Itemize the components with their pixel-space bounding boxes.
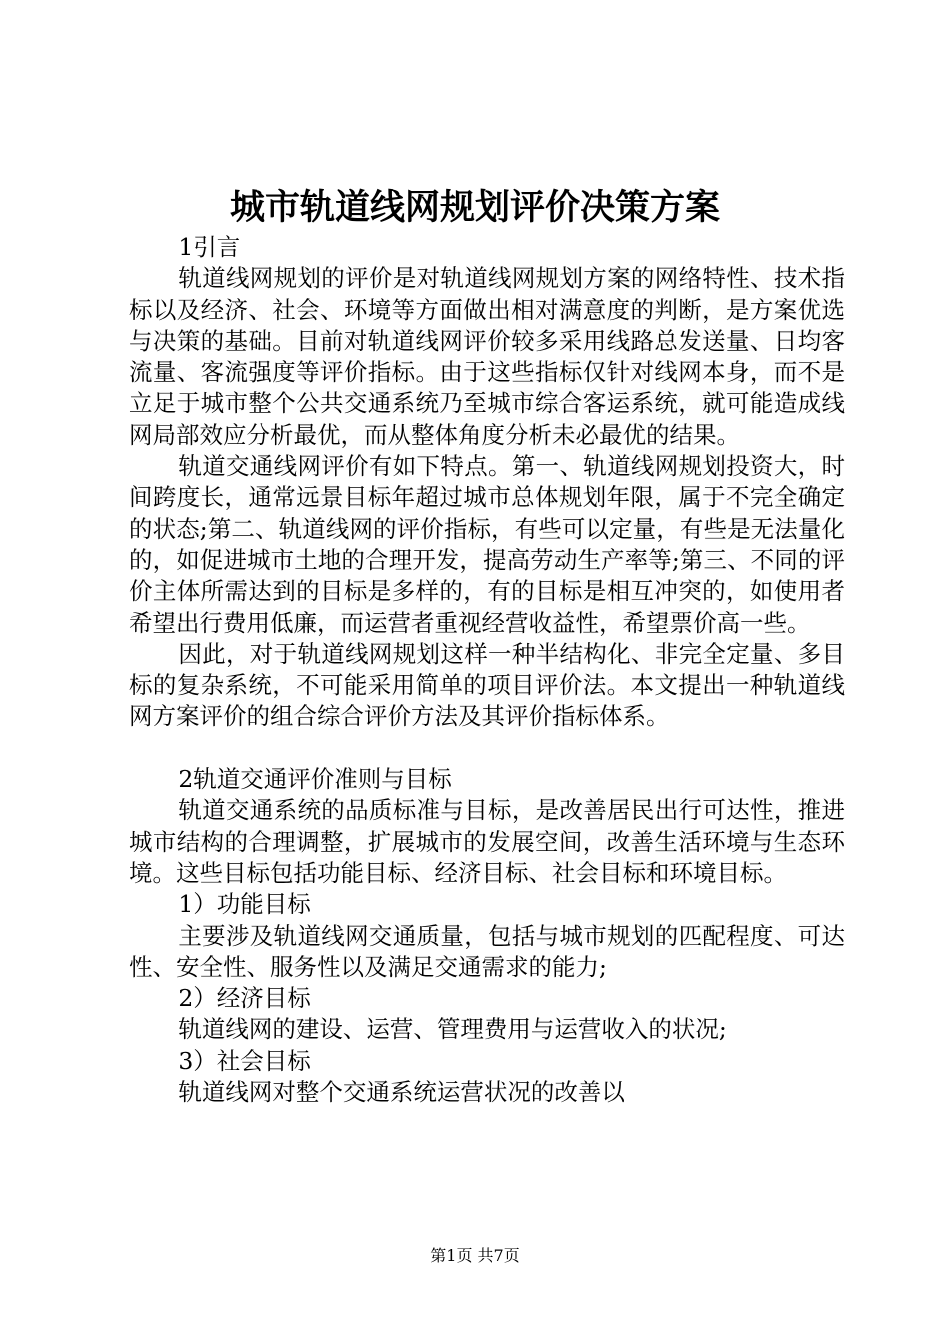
paragraph: 因此，对于轨道线网规划这样一种半结构化、非完全定量、多目标的复杂系统，不可能采用简单的项目评价法。本文提出一种轨道线网方案评价的组合综合评价方法及其评价指标体系。 [129, 639, 845, 731]
paragraph: 主要涉及轨道线网交通质量，包括与城市规划的匹配程度、可达性、安全性、服务性以及满足交通需求的能力; [129, 921, 845, 981]
paragraph: 轨道交通线网评价有如下特点。第一、轨道线网规划投资大，时间跨度长，通常远景目标年超过城市总体规划年限，属于不完全确定的状态;第二、轨道线网的评价指标，有些可以定量，有些是无法量化的，如促进城市土地的合理开发，提高劳动生产率等;第三、不同的评价主体所需达到的目标是多样的，有的目标是相互冲突的，如使用者希望出行费用低廉，而运营者重视经营收益性，希望票价高一些。 [129, 452, 845, 637]
section-heading: 1引言 [178, 233, 241, 261]
section-heading: 2轨道交通评价准则与目标 [178, 765, 452, 794]
paragraph: 轨道交通系统的品质标准与目标，是改善居民出行可达性，推进城市结构的合理调整，扩展城市的发展空间，改善生活环境与生态环境。这些目标包括功能目标、经济目标、社会目标和环境目标。 [129, 796, 845, 887]
paragraph: 轨道线网的建设、运营、管理费用与运营收入的状况; [178, 1015, 727, 1044]
paragraph: 轨道线网对整个交通系统运营状况的改善以 [178, 1078, 625, 1107]
subsection-heading: 3）社会目标 [178, 1046, 311, 1075]
document-body [129, 232, 845, 1108]
page-number: 第1页 共7页 [430, 1246, 520, 1265]
subsection-heading: 1）功能目标 [178, 890, 311, 919]
document-title: 城市轨道线网规划评价决策方案 [229, 187, 720, 228]
blank-line [129, 733, 845, 764]
subsection-heading: 2）经济目标 [178, 984, 311, 1013]
paragraph: 轨道线网规划的评价是对轨道线网规划方案的网络特性、技术指标以及经济、社会、环境等方面做出相对满意度的判断，是方案优选与决策的基础。目前对轨道线网评价较多采用线路总发送量、日均客流量、客流强度等评价指标。由于这些指标仅针对线网本身，而不是立足于城市整个公共交通系统乃至城市综合客运系统，就可能造成线网局部效应分析最优，而从整体角度分析未必最优的结果。 [129, 264, 845, 449]
